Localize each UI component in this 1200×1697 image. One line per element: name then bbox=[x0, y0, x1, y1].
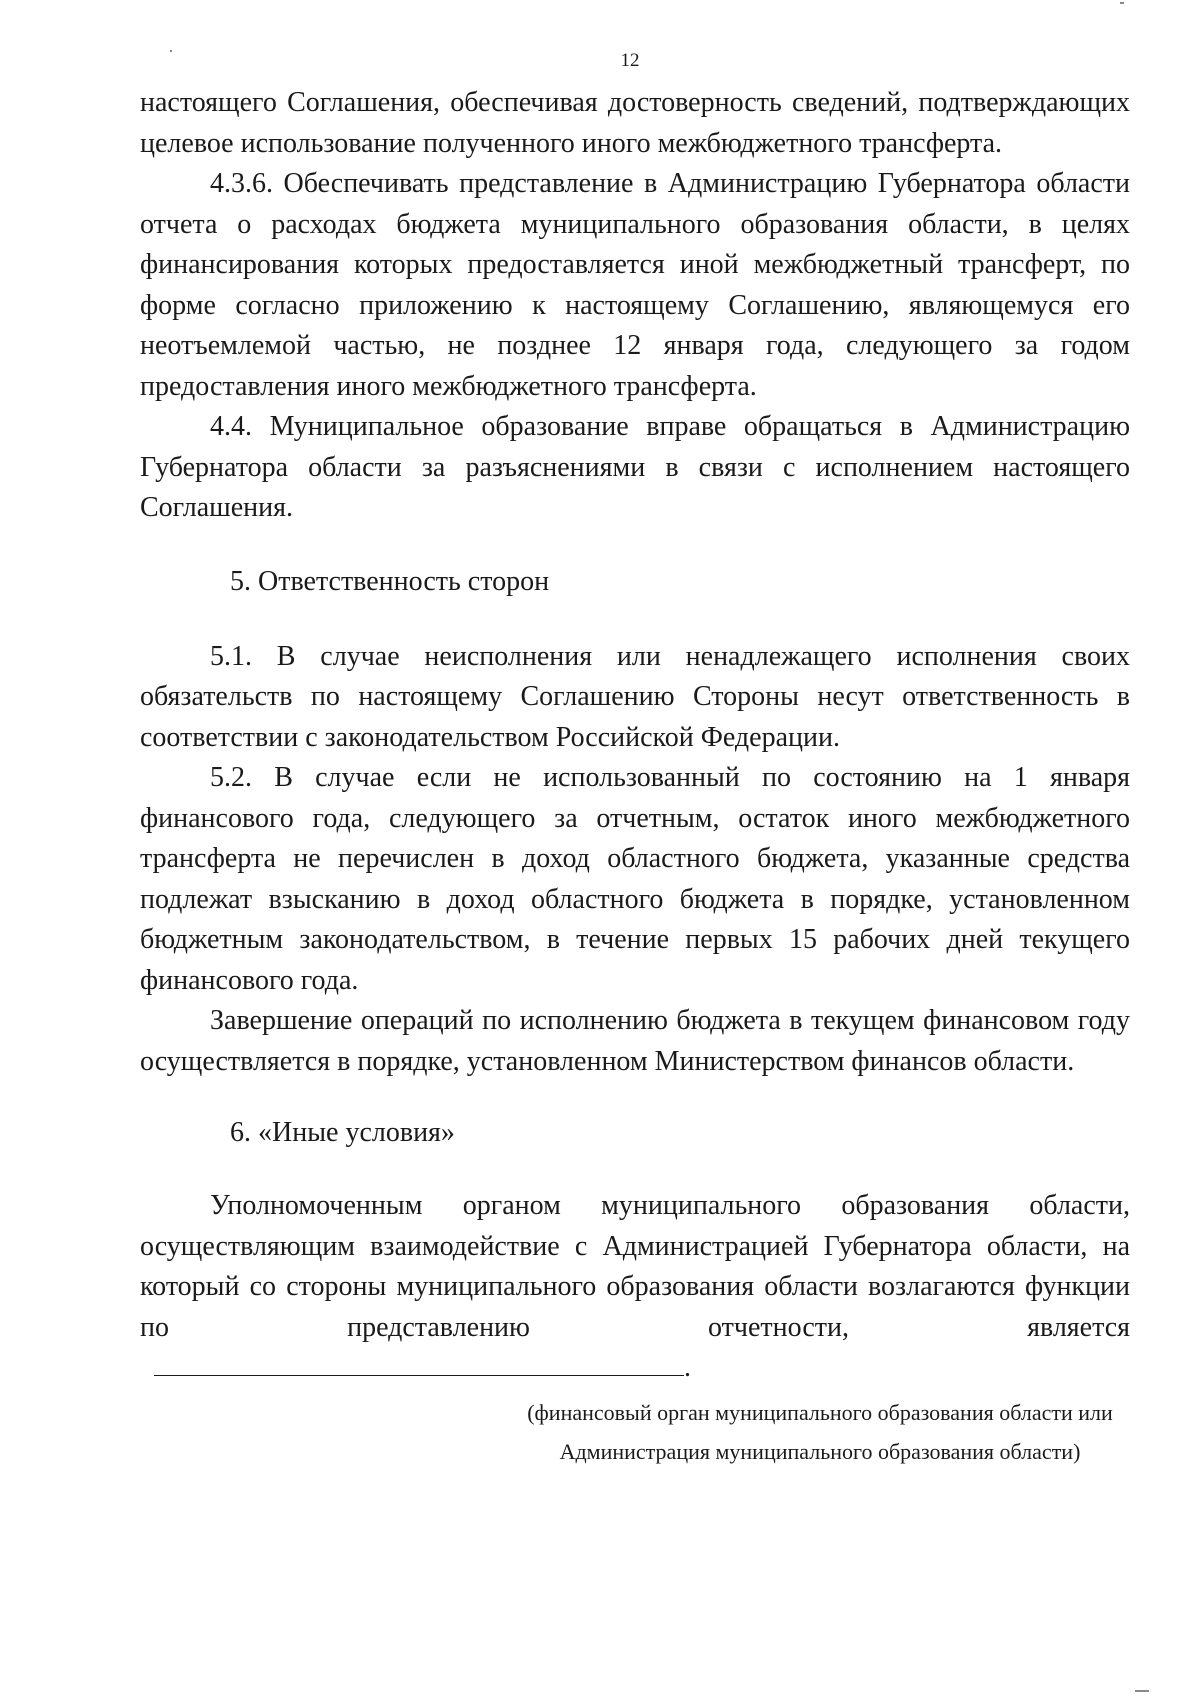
paragraph-5-1: 5.1. В случае неисполнения или ненадлежащего исполнения своих обязательств по настоящему Соглашению Стороны несут ответственность в соответствии с законодательством Российской Федерации. bbox=[140, 640, 1130, 753]
authorized-body-text: Уполномоченным органом муниципального образования области, осуществляющим взаимодействие с Администрацией Губернатора области, на который со стороны муниципального образования области возлагаются функции по представлению отчетности, является bbox=[140, 1190, 1130, 1343]
authorized-body-period: . bbox=[684, 1352, 691, 1383]
paragraph-4-3-6: 4.3.6. Обеспечивать представление в Администрацию Губернатора области отчета о расходах бюджета муниципального образования области, в целях финансирования которых предоставляется иной межбюджетный трансферт, по форме согласно приложению к настоящему Соглашению, являющемуся его неотъемлемой частью, не позднее 12 января года, следующего за годом предоставления иного межбюджетного трансферта. bbox=[140, 168, 1130, 402]
paragraph-4-4: 4.4. Муниципальное образование вправе обращаться в Администрацию Губернатора области за разъяснениями в связи с исполнением настоящего Соглашения. bbox=[140, 411, 1130, 523]
fill-in-note: (финансовый орган муниципального образования области или Администрация муниципального образования области) bbox=[527, 1399, 1113, 1464]
paragraph-continuation: настоящего Соглашения, обеспечивая достоверность сведений, подтверждающих целевое использование полученного иного межбюджетного трансферта. bbox=[140, 87, 1130, 159]
scan-speck bbox=[170, 50, 172, 52]
section-5-heading: 5. Ответственность сторон bbox=[230, 565, 550, 597]
fill-in-blank-line bbox=[154, 1349, 684, 1376]
page-number: 12 bbox=[620, 50, 640, 71]
paragraph-5-2: 5.2. В случае если не использованный по состоянию на 1 января финансового года, следующего за отчетным, остаток иного межбюджетного трансферта не перечислен в доход областного бюджета, указанные средства подлежат взысканию в доход областного бюджета в порядке, установленном бюджетным законодательством, в течение первых 15 рабочих дней текущего финансового года. bbox=[140, 762, 1130, 996]
scan-speck bbox=[1120, 2, 1124, 4]
paragraph-authorized-body bbox=[140, 1186, 1130, 1389]
paragraph-completion: Завершение операций по исполнению бюджета в текущем финансовом году осуществляется в порядке, установленном Министерством финансов области. bbox=[140, 1005, 1130, 1077]
document-body bbox=[140, 83, 1130, 1471]
section-6-heading: 6. «Иные условия» bbox=[230, 1117, 455, 1148]
scan-speck bbox=[1135, 1690, 1149, 1692]
